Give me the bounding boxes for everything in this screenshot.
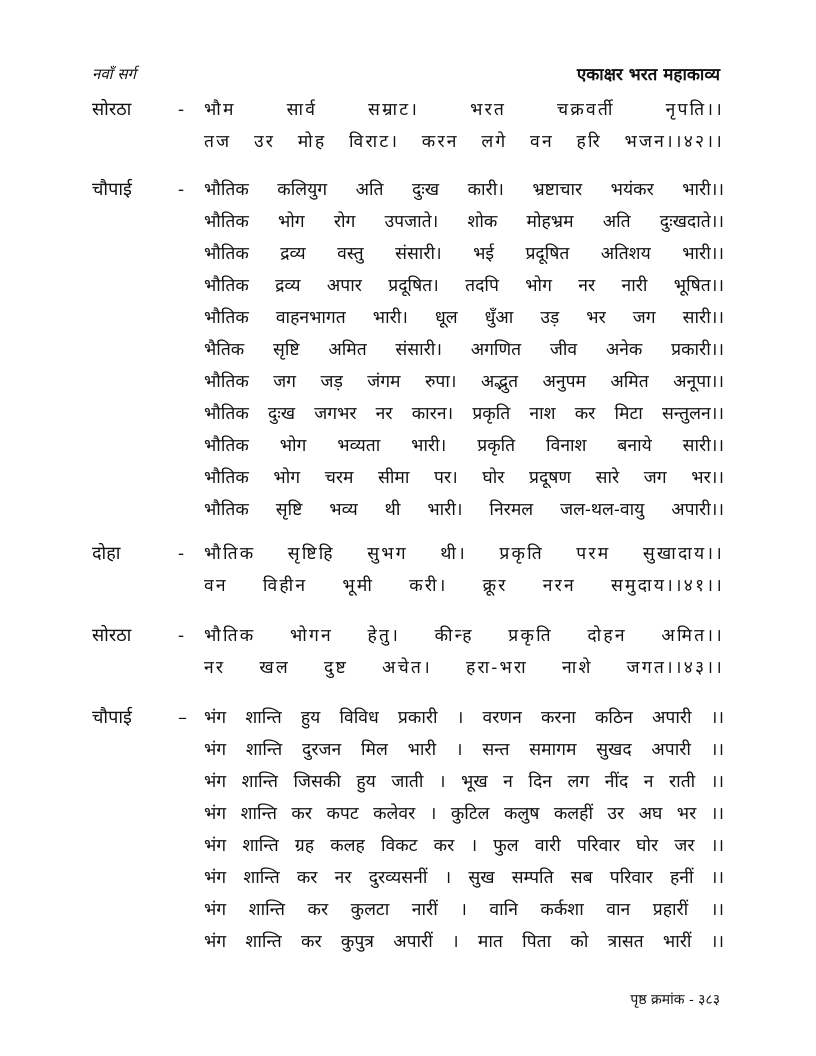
stanza-dash: -	[178, 543, 185, 564]
verse-line: भंग शान्ति हुय विविध प्रकारी । वरणन करना कठिन अपारी ।।	[204, 708, 724, 728]
verse-line: तज उर मोह विराट। करन लगे वन हरि भजन।।४२।।	[204, 132, 724, 152]
verse-line: भंग शान्ति कर कुलटा नारीं । वानि कर्कशा वान प्रहारीं ।।	[204, 900, 724, 920]
verse-line: भंग शान्ति कर नर दुरव्यसनीं । सुख सम्पति सब परिवार हनीं ।।	[204, 868, 724, 888]
book-title-header: एकाक्षर भरत महाकाव्य	[576, 65, 720, 85]
stanza-type-label: चौपाई	[92, 179, 132, 200]
verse-line: नर खल दुष्ट अचेत। हरा-भरा नाशे जगत।।४३।।	[204, 658, 724, 678]
verse-lines	[204, 702, 724, 958]
verse-lines	[204, 174, 724, 526]
verse-line: भैतिक सृष्टि अमित संसारी। अगणित जीव अनेक प्रकारी।।	[204, 340, 724, 360]
stanza-dash: –	[178, 707, 187, 728]
verse-line: भौतिक सृष्टिहि सुभग थी। प्रकृति परम सुखादाय।।	[204, 544, 724, 564]
verse-line: भौतिक सृष्टि भव्य थी भारी। निरमल जल-थल-वायु अपारी।।	[204, 500, 724, 520]
verse-line: भौतिक द्रव्य अपार प्रदूषित। तदपि भोग नर नारी भूषित।।	[204, 276, 724, 296]
verse-line: भौम सार्व सम्राट। भरत चक्रवर्ती नृपति।।	[204, 100, 724, 120]
verse-line: भंग शान्ति कर कपट कलेवर । कुटिल कलुष कलहीं उर अघ भर ।।	[204, 804, 724, 824]
verse-line: भौतिक भोग भव्यता भारी। प्रकृति विनाश बनाये सारी।।	[204, 436, 724, 456]
verse-line: भौतिक जग जड़ जंगम रुपा। अद्भुत अनुपम अमित अनूपा।।	[204, 372, 724, 392]
stanza-dash: -	[178, 625, 185, 646]
verse-line: भौतिक भोगन हेतु। कीन्ह प्रकृति दोहन अमित।।	[204, 626, 724, 646]
verse-line: भौतिक कलियुग अति दुःख कारी। भ्रष्टाचार भयंकर भारी।।	[204, 180, 724, 200]
stanza-type-label: चौपाई	[92, 707, 132, 728]
verse-lines	[204, 538, 724, 602]
verse-line: भौतिक भोग चरम सीमा पर। घोर प्रदूषण सारे जग भर।।	[204, 468, 724, 488]
verse-line: भौतिक दुःख जगभर नर कारन। प्रकृति नाश कर मिटा सन्तुलन।।	[204, 404, 724, 424]
verse-line: भौतिक वाहनभागत भारी। धूल धुँआ उड़ भर जग सारी।।	[204, 308, 724, 328]
verse-line: भंग शान्ति ग्रह कलह विकट कर । फुल वारी परिवार घोर जर ।।	[204, 836, 724, 856]
verse-line: भौतिक भोग रोग उपजाते। शोक मोहभ्रम अति दुःखदाते।।	[204, 212, 724, 232]
verse-lines	[204, 94, 724, 158]
verse-line: भंग शान्ति जिसकी हुय जाती । भूख न दिन लग नींद न राती ।।	[204, 772, 724, 792]
stanza-type-label: सोरठा	[92, 99, 132, 120]
stanza-dash: -	[178, 99, 185, 120]
verse-lines	[204, 620, 724, 684]
chapter-header: नवाँ सर्ग	[92, 65, 136, 83]
page-number-footer: पृष्ठ क्रमांक - ३८३	[630, 992, 720, 1008]
verse-line: भौतिक द्रव्य वस्तु संसारी। भई प्रदूषित अतिशय भारी।।	[204, 244, 724, 264]
stanza-dash: -	[178, 179, 185, 200]
verse-line: वन विहीन भूमी करी। क्रूर नरन समुदाय।।४१।।	[204, 576, 724, 596]
stanza-type-label: दोहा	[92, 543, 121, 564]
verse-line: भंग शान्ति दुरजन मिल भारी । सन्त समागम सुखद अपारी ।।	[204, 740, 724, 760]
stanza-type-label: सोरठा	[92, 625, 132, 646]
verse-line: भंग शान्ति कर कुपुत्र अपारीं । मात पिता को त्रासत भारीं ।।	[204, 932, 724, 952]
